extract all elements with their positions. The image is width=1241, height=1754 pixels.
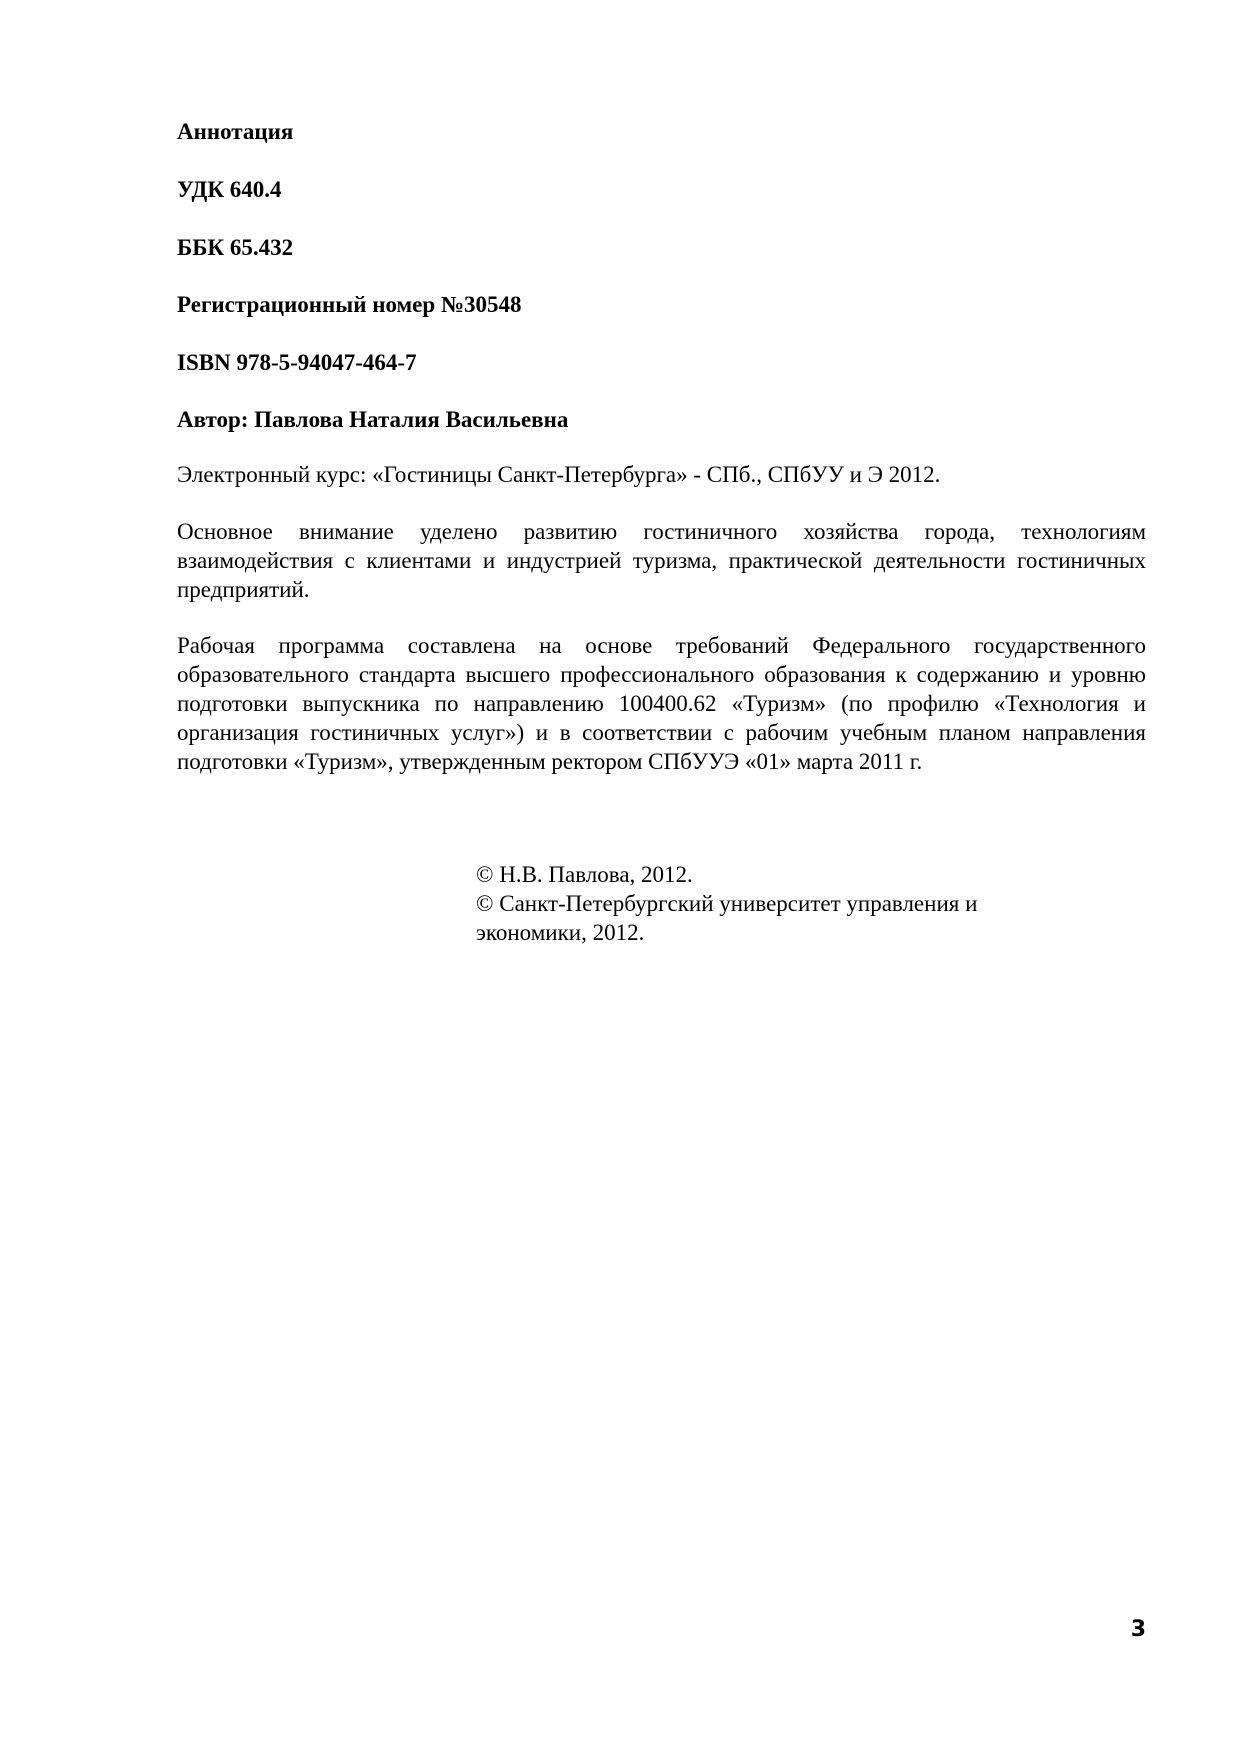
bbk-code: ББК 65.432 [177,235,294,260]
annotation-heading: Аннотация [177,119,294,144]
copyright-author: © Н.В. Павлова, 2012. [476,862,693,887]
copyright-university: © Санкт-Петербургский университет управления и экономики, 2012. [476,891,978,945]
page-number: 3 [1130,1617,1146,1642]
isbn-number: ISBN 978-5-94047-464-7 [177,350,417,375]
course-description: Электронный курс: «Гостиницы Санкт-Петербурга» - СПб., СПбУУ и Э 2012. [177,462,941,487]
focus-paragraph: Основное внимание уделено развитию гостиничного хозяйства города, технологиям взаимодействия с клиентами и индустрией туризма, практической деятельности гостиничных предприятий. [177,519,1146,602]
copyright-block [476,860,1076,947]
registration-number: Регистрационный номер №30548 [177,292,522,317]
program-paragraph: Рабочая программа составлена на основе требований Федерального государственного образовательного стандарта высшего профессионального образования к содержанию и уровню подготовки выпускника по направлению 100400.62 «Туризм» (по профилю «Технология и организация гостиничных услуг») и в соответствии с рабочим учебным планом направления подготовки «Туризм», утвержденным ректором СПбУУЭ «01» марта 2011 г. [177,633,1146,774]
udk-code: УДК 640.4 [177,177,282,202]
author-line: Автор: Павлова Наталия Васильевна [177,407,569,432]
